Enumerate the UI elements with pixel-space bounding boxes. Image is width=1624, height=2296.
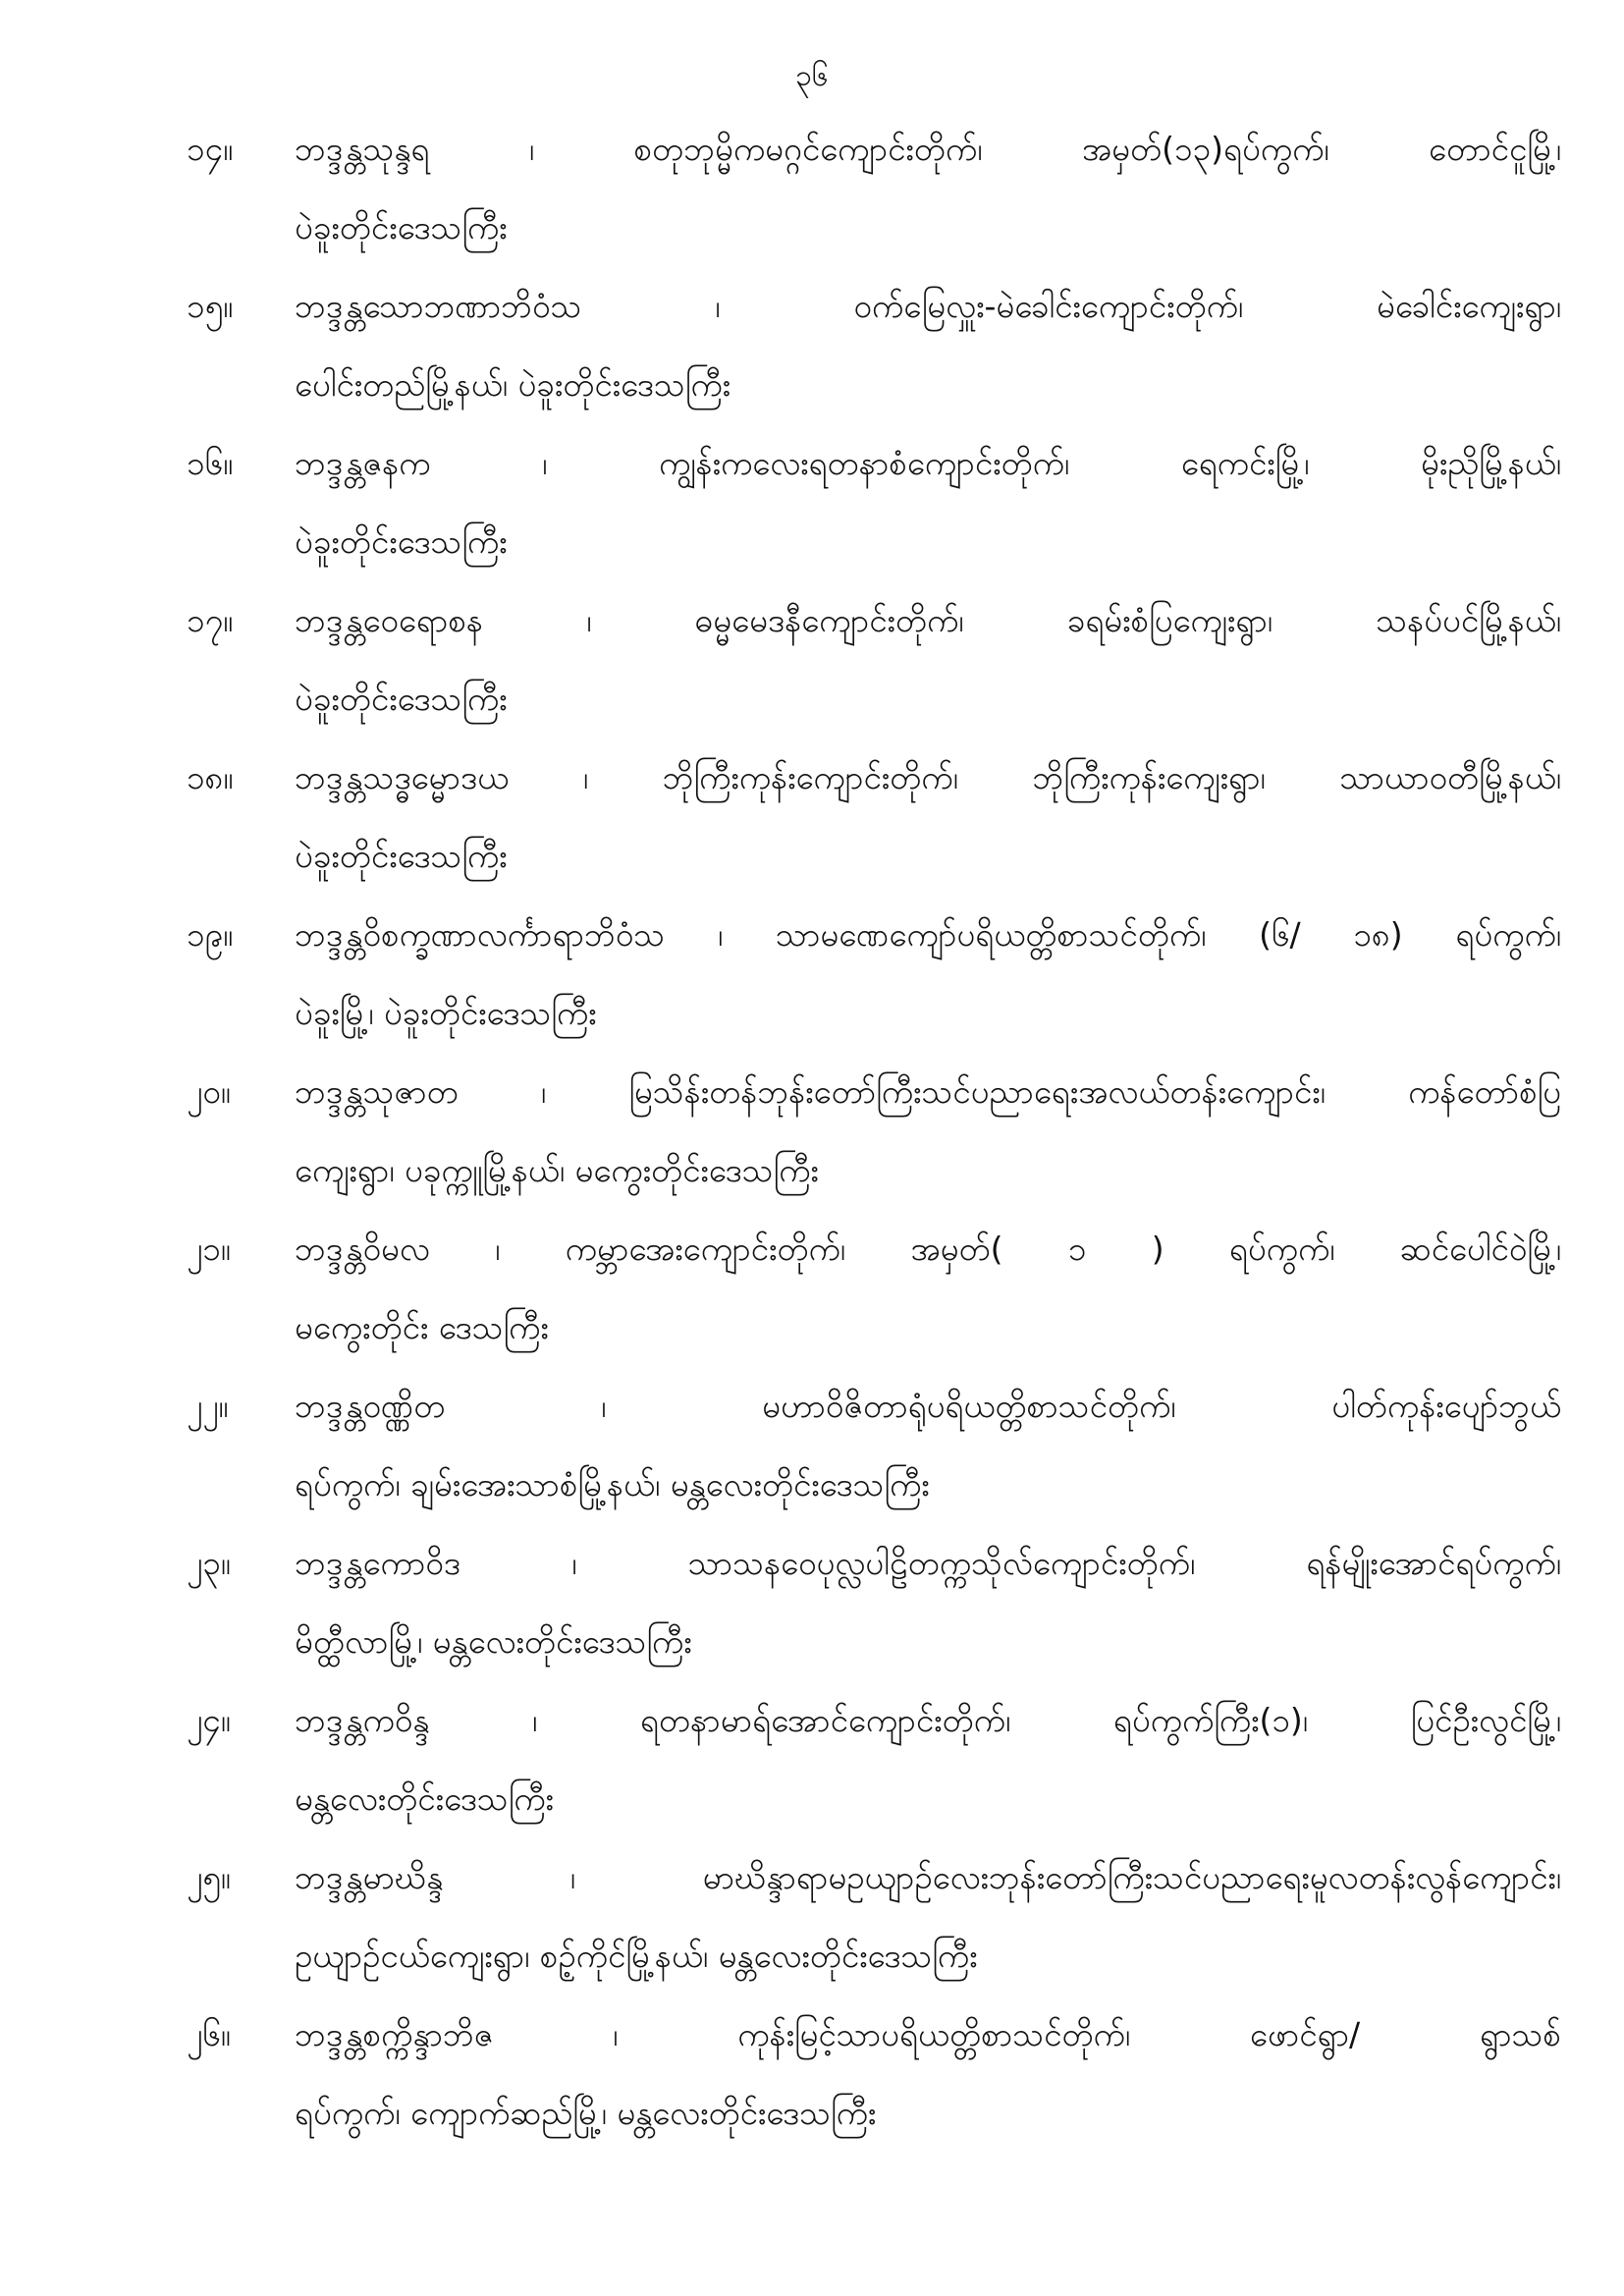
entry-line-2: ကျေးရွာ၊ ပခုက္ကူမြို့နယ်၊ မကွေးတိုင်းဒေသကြီး	[295, 1151, 819, 1189]
list-item	[187, 581, 1561, 738]
entry-line-2: ရပ်ကွက်၊ ချမ်းအေးသာစံမြို့နယ်၊ မန္တလေးတိုင်းဒေသကြီး	[295, 1465, 930, 1503]
entry-line-1: ဘဒ္ဒန္တဝေရောစန ၊ ဓမ္မမေဒနီကျောင်းတိုက်၊ ခရမ်းစံပြကျေးရွာ၊ သနပ်ပင်မြို့နယ်၊	[295, 601, 1561, 639]
entry-text	[295, 581, 1561, 738]
entry-text	[295, 1524, 1561, 1681]
entry-line-1: ဘဒ္ဒန္တကောဝိဒ ၊ သာသနဝေပုလ္လပါဠိတက္ကသိုလ်ကျောင်းတိုက်၊ ရန်မျိုးအောင်ရပ်ကွက်၊	[295, 1544, 1561, 1582]
entry-line-2: ပဲခူးတိုင်းဒေသကြီး	[295, 837, 508, 875]
entry-text	[295, 1210, 1561, 1367]
list-item	[187, 1524, 1561, 1681]
entry-line-1: ဘဒ္ဒန္တသောဘဏာဘိဝံသ ၊ ဝက်မြေလှူး-မဲခေါင်းကျောင်းတိုက်၊ မဲခေါင်းကျေးရွာ၊	[295, 287, 1561, 325]
entry-number: ၁၈။	[187, 758, 234, 796]
entry-number: ၂၂။	[187, 1387, 229, 1425]
entry-line-1: ဘဒ္ဒန္တဇနက ၊ ကျွန်းကလေးရတနာစံကျောင်းတိုက်၊ ရေကင်းမြို့၊ မိုးညိုမြို့နယ်၊	[295, 444, 1561, 482]
entry-line-1: ဘဒ္ဒန္တဝိမလ ၊ ကမ္ဘာအေးကျောင်းတိုက်၊ အမှတ်( ၁ ) ရပ်ကွက်၊ ဆင်ပေါင်ဝဲမြို့၊	[295, 1230, 1561, 1268]
entry-line-2: ရပ်ကွက်၊ ကျောက်ဆည်မြို့၊ မန္တလေးတိုင်းဒေသကြီး	[295, 2094, 877, 2132]
entry-line-2: ပေါင်းတည်မြို့နယ်၊ ပဲခူးတိုင်းဒေသကြီး	[295, 365, 731, 404]
entry-line-1: ဘဒ္ဒန္တမာဃိန္ဒ ၊ မာဃိန္ဒာရာမဥယျာဉ်လေးဘုန်းတော်ကြီးသင်ပညာရေးမူလတန်းလွန်ကျောင်း၊	[295, 1858, 1561, 1896]
entry-text	[295, 267, 1561, 424]
entry-number: ၂၀။	[187, 1072, 231, 1111]
list-item	[187, 896, 1561, 1053]
entry-line-2: မန္တလေးတိုင်းဒေသကြီး	[295, 1779, 554, 1818]
entry-text	[295, 738, 1561, 896]
entry-number: ၁၉။	[187, 915, 234, 954]
entry-text	[295, 424, 1561, 581]
list-item	[187, 1995, 1561, 2153]
entry-text	[295, 1053, 1561, 1210]
entry-line-2: ဥယျာဉ်ငယ်ကျေးရွာ၊ စဉ့်ကိုင်မြို့နယ်၊ မန္တလေးတိုင်းဒေသကြီး	[295, 1937, 978, 1975]
entry-line-2: ပဲခူးတိုင်းဒေသကြီး	[295, 522, 508, 561]
entry-text	[295, 896, 1561, 1053]
list-item	[187, 267, 1561, 424]
entry-line-1: ဘဒ္ဒန္တစက္ကိန္ဒာဘိဇ ၊ ကုန်းမြင့်သာပရိယတ္တိစာသင်တိုက်၊ ဖောင်ရွာ/ ရွာသစ်	[295, 2015, 1561, 2053]
entry-list	[187, 110, 1561, 2153]
page-number: ၃၆	[795, 59, 829, 93]
entry-number: ၁၅။	[187, 287, 234, 325]
entry-text	[295, 1681, 1561, 1838]
entry-line-1: ဘဒ္ဒန္တဝိစက္ခဏာလင်္ကာရာဘိဝံသ ၊ သာမဏေကျော်ပရိယတ္တိစာသင်တိုက်၊ (၆/ ၁၈) ရပ်ကွက်၊	[295, 915, 1561, 954]
entry-line-1: ဘဒ္ဒန္တသုန္ဒရ ၊ စတုဘုမ္မိကမဂ္ဂင်ကျောင်းတိုက်၊ အမှတ်(၁၃)ရပ်ကွက်၊ တောင်ငူမြို့၊	[295, 130, 1561, 168]
entry-number: ၁၇။	[187, 601, 234, 639]
entry-number: ၂၅။	[187, 1858, 231, 1896]
list-item	[187, 1210, 1561, 1367]
entry-text	[295, 110, 1561, 267]
entry-number: ၂၁။	[187, 1230, 231, 1268]
list-item	[187, 1053, 1561, 1210]
entry-line-2: မိတ္ထီလာမြို့၊ မန္တလေးတိုင်းဒေသကြီး	[295, 1622, 692, 1661]
entry-line-2: မကွေးတိုင်း ဒေသကြီး	[295, 1308, 549, 1346]
entry-number: ၁၆။	[187, 444, 234, 482]
entry-line-2: ပဲခူးတိုင်းဒေသကြီး	[295, 680, 508, 718]
entry-line-1: ဘဒ္ဒန္တသဒ္ဓမ္မောဒယ ၊ ဘိုကြီးကုန်းကျောင်းတိုက်၊ ဘိုကြီးကုန်းကျေးရွာ၊ သာယာဝတီမြို့နယ်၊	[295, 758, 1561, 796]
entry-number: ၁၄။	[187, 130, 234, 168]
list-item	[187, 1681, 1561, 1838]
entry-text	[295, 1995, 1561, 2153]
entry-line-1: ဘဒ္ဒန္တသုဇာတ ၊ မြသိန်းတန်ဘုန်းတော်ကြီးသင်ပညာရေးအလယ်တန်းကျောင်း၊ ကန်တော်စံပြ	[295, 1072, 1561, 1111]
entry-text	[295, 1367, 1561, 1524]
entry-number: ၂၆။	[187, 2015, 231, 2053]
list-item	[187, 1838, 1561, 1995]
entry-line-2: ပဲခူးတိုင်းဒေသကြီး	[295, 208, 508, 246]
list-item	[187, 424, 1561, 581]
entry-line-1: ဘဒ္ဒန္တကဝိန္ဒ ၊ ရတနာမာရ်အောင်ကျောင်းတိုက်၊ ရပ်ကွက်ကြီး(၁)၊ ပြင်ဦးလွင်မြို့၊	[295, 1701, 1561, 1739]
entry-line-2: ပဲခူးမြို့၊ ပဲခူးတိုင်းဒေသကြီး	[295, 994, 597, 1032]
entry-text	[295, 1838, 1561, 1995]
entry-number: ၂၃။	[187, 1544, 231, 1582]
entry-number: ၂၄။	[187, 1701, 231, 1739]
list-item	[187, 1367, 1561, 1524]
list-item	[187, 110, 1561, 267]
list-item	[187, 738, 1561, 896]
entry-line-1: ဘဒ္ဒန္တဝဏ္ဏိတ ၊ မဟာဝိဇိတာရုံပရိယတ္တိစာသင်တိုက်၊ ပါတ်ကုန်းပျော်ဘွယ်	[295, 1387, 1561, 1425]
